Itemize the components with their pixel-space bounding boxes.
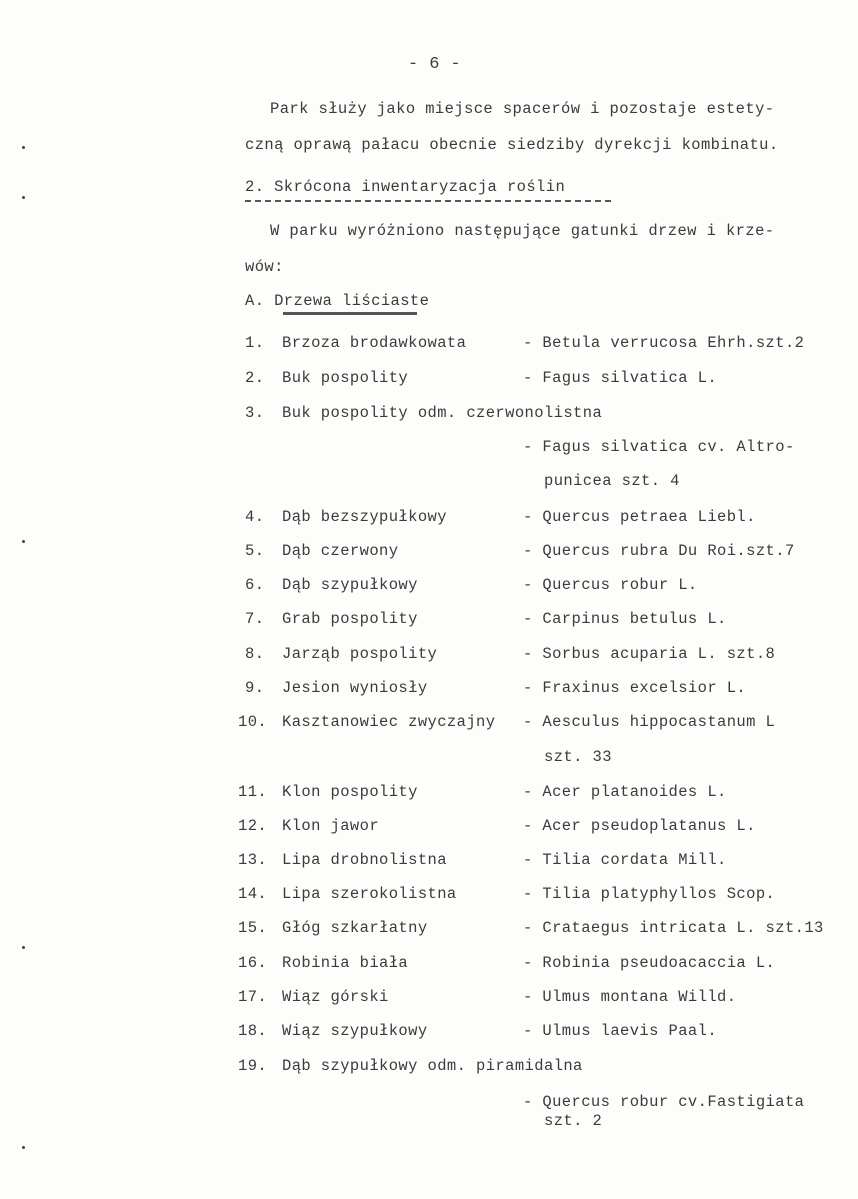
list-item-number: 10. <box>238 713 268 731</box>
list-item-latin-continuation: szt. 2 <box>544 1112 603 1130</box>
list-item-latin-name: - Betula verrucosa Ehrh.szt.2 <box>523 334 805 352</box>
margin-mark <box>22 146 25 149</box>
list-item-polish-name: Dąb czerwony <box>282 542 399 560</box>
section-heading-underline <box>245 200 611 202</box>
margin-mark <box>22 946 25 949</box>
list-item-polish-name: Głóg szkarłatny <box>282 919 428 937</box>
list-item-number: 6. <box>245 576 265 594</box>
list-item-polish-name: Lipa szerokolistna <box>282 885 457 903</box>
subsection-heading-underline <box>283 312 417 315</box>
list-item-number: 7. <box>245 610 265 628</box>
list-item-number: 11. <box>238 783 268 801</box>
list-item-latin-name: - Acer platanoides L. <box>523 783 727 801</box>
list-item-latin-name: - Crataegus intricata L. szt.13 <box>523 919 824 937</box>
list-item-polish-name: Kasztanowiec zwyczajny <box>282 713 496 731</box>
list-item-latin-name: - Quercus robur cv.Fastigiata <box>523 1093 805 1111</box>
list-item-number: 19. <box>238 1057 268 1075</box>
list-item-polish-name: Wiąz górski <box>282 988 389 1006</box>
list-item-number: 13. <box>238 851 268 869</box>
list-item-polish-name: Dąb szypułkowy <box>282 576 418 594</box>
list-item-latin-name: - Ulmus montana Willd. <box>523 988 737 1006</box>
list-item-latin-name: - Robinia pseudoacaccia L. <box>523 954 776 972</box>
list-item-latin-name: - Ulmus laevis Paal. <box>523 1022 718 1040</box>
list-item-polish-name: Dąb szypułkowy odm. piramidalna <box>282 1057 583 1075</box>
subsection-heading: A. Drzewa liściaste <box>245 292 430 310</box>
list-item-latin-name: - Tilia cordata Mill. <box>523 851 727 869</box>
list-item-latin-name: - Fagus silvatica cv. Altro- <box>523 438 795 456</box>
margin-mark <box>22 196 25 199</box>
list-item-latin-name: - Quercus robur L. <box>523 576 698 594</box>
list-item-latin-name: - Carpinus betulus L. <box>523 610 727 628</box>
list-item-latin-name: - Aesculus hippocastanum L <box>523 713 776 731</box>
list-item-number: 14. <box>238 885 268 903</box>
list-item-polish-name: Buk pospolity odm. czerwonolistna <box>282 404 603 422</box>
list-item-latin-name: - Quercus rubra Du Roi.szt.7 <box>523 542 795 560</box>
list-item-polish-name: Klon pospolity <box>282 783 418 801</box>
list-item-number: 4. <box>245 508 265 526</box>
list-item-latin-name: - Sorbus acuparia L. szt.8 <box>523 645 776 663</box>
list-item-latin-name: - Quercus petraea Liebl. <box>523 508 756 526</box>
list-item-latin-name: - Tilia platyphyllos Scop. <box>523 885 776 903</box>
list-item-number: 17. <box>238 988 268 1006</box>
page-number: - 6 - <box>408 55 462 74</box>
list-item-polish-name: Dąb bezszypułkowy <box>282 508 447 526</box>
list-item-latin-name: - Acer pseudoplatanus L. <box>523 817 756 835</box>
list-item-latin-name: - Fagus silvatica L. <box>523 369 718 387</box>
list-item-latin-name: - Fraxinus excelsior L. <box>523 679 747 697</box>
list-item-number: 18. <box>238 1022 268 1040</box>
list-item-latin-continuation: szt. 33 <box>544 748 612 766</box>
list-item-number: 16. <box>238 954 268 972</box>
list-item-number: 15. <box>238 919 268 937</box>
intro-line-1: Park służy jako miejsce spacerów i pozostaje estety- <box>270 100 775 118</box>
list-item-number: 5. <box>245 542 265 560</box>
section-intro-line-1: W parku wyróżniono następujące gatunki drzew i krze- <box>270 222 775 240</box>
list-item-polish-name: Brzoza brodawkowata <box>282 334 467 352</box>
list-item-polish-name: Jarząb pospolity <box>282 645 438 663</box>
list-item-number: 2. <box>245 369 265 387</box>
list-item-polish-name: Buk pospolity <box>282 369 409 387</box>
list-item-polish-name: Grab pospolity <box>282 610 418 628</box>
list-item-latin-continuation: punicea szt. 4 <box>544 472 680 490</box>
margin-mark <box>22 1146 25 1149</box>
margin-mark <box>22 540 25 543</box>
section-heading: 2. Skrócona inwentaryzacja roślin <box>245 178 566 196</box>
list-item-number: 3. <box>245 404 265 422</box>
list-item-number: 1. <box>245 334 265 352</box>
list-item-polish-name: Lipa drobnolistna <box>282 851 447 869</box>
list-item-number: 9. <box>245 679 265 697</box>
section-intro-line-2: wów: <box>245 258 284 276</box>
list-item-polish-name: Jesion wyniosły <box>282 679 428 697</box>
list-item-number: 12. <box>238 817 268 835</box>
intro-line-2: czną oprawą pałacu obecnie siedziby dyrekcji kombinatu. <box>245 136 779 154</box>
list-item-polish-name: Klon jawor <box>282 817 380 835</box>
list-item-number: 8. <box>245 645 265 663</box>
list-item-polish-name: Wiąz szypułkowy <box>282 1022 428 1040</box>
list-item-polish-name: Robinia biała <box>282 954 409 972</box>
